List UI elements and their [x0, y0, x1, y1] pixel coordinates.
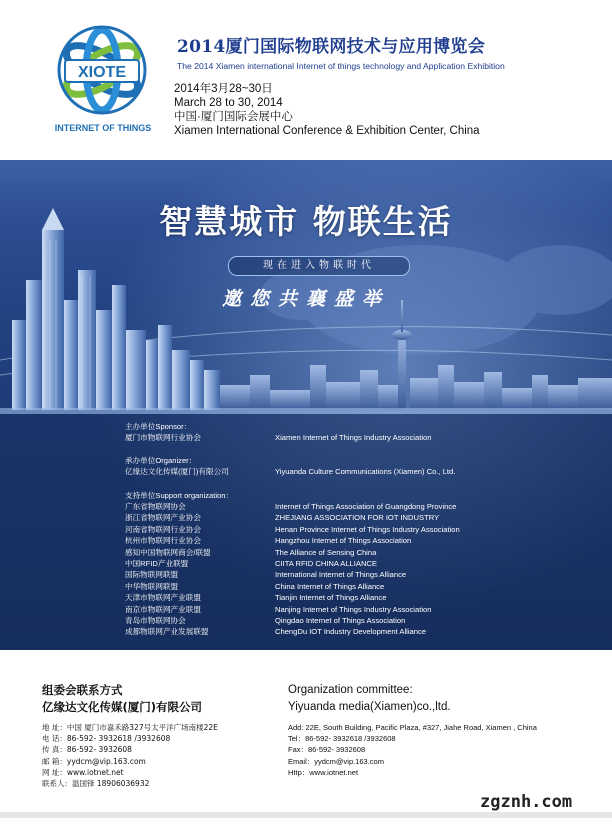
website-link[interactable]: www.iotnet.net — [66, 767, 124, 777]
email-link[interactable]: yydcm@vip.163.com — [66, 756, 146, 766]
support-cn: 中华物联网联盟 — [125, 581, 179, 591]
contact-en-tel: Tel：86-592- 3932618 /3932608 — [288, 734, 396, 744]
row-value: 86-592- 3932618 /3932608 — [66, 734, 171, 744]
row-label: 传 真： — [42, 745, 67, 755]
contact-cn-row — [42, 778, 218, 789]
support-en: ZHEJIANG ASSOCIATION FOR IOT INDUSTRY — [275, 513, 440, 523]
support-en: International Internet of Things Alliance — [275, 570, 407, 580]
era-pill: 现在进入物联时代 — [228, 256, 410, 276]
contact-en-heading: Organization committee: — [288, 684, 413, 696]
contact-en-address: Add: 22E, South Building, Pacific Plaza, #327, Jiahe Road, Xiamen , China — [288, 723, 537, 732]
support-cn: 中国RFID产业联盟 — [125, 559, 189, 568]
contact-cn-row — [42, 744, 218, 755]
row-label: 联系人： — [42, 779, 72, 789]
contact-cn-row — [42, 756, 218, 767]
support-en: Tianjin Internet of Things Alliance — [275, 593, 387, 603]
row-label: 地 址： — [42, 723, 67, 732]
support-cn: 南京市物联网产业联盟 — [125, 604, 201, 614]
venue-cn: 中国·厦门国际会展中心 — [174, 111, 293, 123]
globe-logo-icon — [52, 20, 152, 120]
xiote-logo — [52, 20, 152, 120]
sponsor-en: Xiamen Internet of Things Industry Association — [275, 433, 432, 442]
slogan: 智慧城市 物联生活 — [159, 202, 453, 241]
contact-cn-row — [42, 767, 218, 778]
contact-en-fax: Fax：86-592- 3932608 — [288, 745, 366, 755]
support-en: Internet of Things Association of Guangdong Province — [275, 502, 457, 511]
organizer-label: 承办单位Organizer： — [125, 456, 197, 465]
invite-line: 邀您共襄盛举 — [221, 288, 390, 310]
contact-en-email[interactable]: Email：yydcm@vip.163.com — [288, 756, 384, 766]
contact-cn — [42, 682, 218, 789]
support-en: ChengDu IOT Industry Development Alliance — [275, 627, 426, 637]
support-cn: 杭州市物联网行业协会 — [125, 536, 201, 546]
support-cn: 浙江省物联网产业协会 — [125, 513, 201, 523]
contact-cn-row — [42, 722, 218, 733]
organizer-cn: 亿缘达文化传媒(厦门)有限公司 — [125, 467, 229, 476]
logo-tagline: INTERNET OF THINGS — [54, 123, 152, 133]
support-cn: 感知中国物联网商会/联盟 — [125, 547, 211, 557]
contact-en — [288, 682, 537, 778]
support-en: The Alliance of Sensing China — [275, 547, 377, 557]
support-en: Nanjing Internet of Things Industry Association — [275, 604, 432, 614]
support-cn: 青岛市物联网协会 — [125, 616, 186, 625]
support-en: Qingdao Internet of Things Association — [275, 616, 406, 625]
contact-cn-heading: 组委会联系方式 — [42, 683, 123, 697]
support-cn: 广东省物联网协会 — [125, 502, 186, 511]
support-cn: 河南省物联网行业协会 — [125, 524, 201, 534]
row-label: 邮 箱： — [42, 756, 67, 766]
page-subtitle: The 2014 Xiamen international Internet of things technology and Application Exhibition — [177, 61, 505, 71]
bottom-divider — [0, 812, 612, 818]
logo-text: XIOTE — [77, 64, 127, 81]
row-value: 86-592- 3932608 — [66, 745, 132, 755]
organizer-en: Yiyuanda Culture Communications (Xiamen) Co., Ltd. — [275, 467, 456, 476]
watermark: zgznh.com — [480, 792, 573, 812]
contact-en-http[interactable]: Http：www.iotnet.net — [288, 767, 359, 777]
date-en: March 28 to 30, 2014 — [174, 97, 283, 109]
support-label: 支持单位Support organization： — [125, 491, 234, 500]
contact-en-company: Yiyuanda media(Xiamen)co.,ltd. — [288, 701, 451, 713]
row-label: 电 话： — [42, 734, 67, 744]
support-en: CIITA RFID CHINA ALLIANCE — [275, 559, 377, 568]
support-cn: 国际物联网联盟 — [125, 570, 179, 580]
support-en: China Internet of Things Alliance — [275, 581, 385, 591]
support-cn: 成都物联网产业发展联盟 — [125, 627, 209, 637]
contact-cn-row — [42, 733, 218, 744]
row-value: 温国锋 18906036932 — [72, 779, 150, 789]
sponsor-cn: 厦门市物联网行业协会 — [125, 433, 201, 442]
row-value: 中国 厦门市嘉禾路327号太平洋广场南楼22E — [66, 723, 218, 732]
support-en: Hangzhou Internet of Things Association — [275, 536, 412, 546]
row-label: 网 址： — [42, 767, 67, 777]
support-en: Henan Province Internet of Things Industry Association — [275, 524, 460, 534]
venue-en: Xiamen International Conference & Exhibition Center, China — [174, 125, 480, 137]
contact-cn-company: 亿缘达文化传媒(厦门)有限公司 — [42, 700, 203, 714]
page-title: 2014厦门国际物联网技术与应用博览会 — [177, 37, 486, 57]
support-cn: 天津市物联网产业联盟 — [125, 593, 201, 603]
sponsor-label: 主办单位Sponsor： — [125, 422, 192, 431]
date-cn: 2014年3月28~30日 — [174, 83, 273, 95]
